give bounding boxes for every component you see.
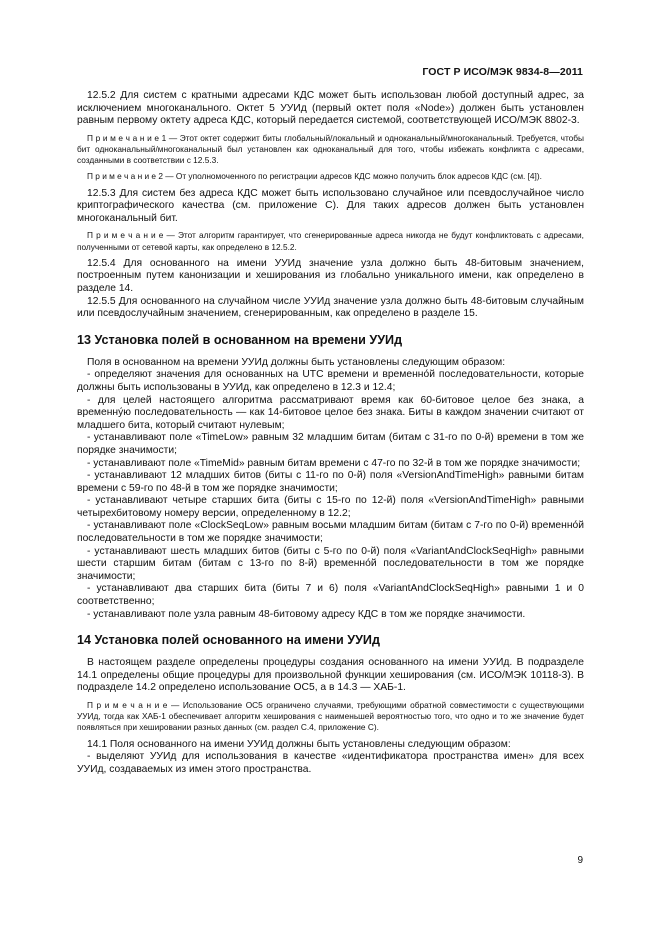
list-item: - устанавливают 12 младших битов (биты с 11-го по 0-й) поля «VersionAndTimeHigh» равными битам времени с 59-го по 48-й в том же порядке значимости; <box>77 470 584 494</box>
list-item: - определяют значения для основанных на UTC времени и временно́й последовательности, которые должны быть использованы в УУИд, как определено в 12.3 и 12.4; <box>77 369 584 393</box>
list-item: - устанавливают поле «ClockSeqLow» равным восьми младшим битам (битам с 7-го по 0-й) временно́й последовательности в том же порядке значимости; <box>77 520 584 545</box>
list-item: - устанавливают поле «TimeMid» равным битам времени с 47-го по 32-й в том же порядке значимости; <box>87 457 581 469</box>
list-item: - устанавливают четыре старших бита (биты с 15-го по 12-й) поля «VersionAndTimeHigh» равными четырехбитовому номеру версии, определенному в 12.2; <box>77 495 584 519</box>
paragraph-12-5-3: 12.5.3 Для систем без адреса КДС может быть использовано случайное или псевдослучайное число криптографического качества (см. приложение С). Для таких адресов должен быть установлен многоканальный бит. <box>77 187 584 224</box>
list-item: - выделяют УУИд для использования в качестве «идентификатора пространства имен» для всех УУИд, создаваемых из имен этого пространства. <box>77 751 584 775</box>
note-1: П р и м е ч а н и е 1 — Этот октет содержит биты глобальный/локальный и одноканальный/многоканальный. Требуется, чтобы бит одноканальный/многоканальный был установлен как одноканальный для того, чтобы избежать конфликта с адресами, созданными в соответствии с 12.5.3. <box>77 132 584 166</box>
paragraph-14-1: 14.1 Поля основанного на имени УУИд должны быть установлены следующим образом: <box>87 738 511 750</box>
list-item: - устанавливают поле «TimeLow» равным 32 младшим битам (битам с 31-го по 0-й) времени в том же порядке значимости; <box>77 432 584 456</box>
note-3: П р и м е ч а н и е — Этот алгоритм гарантирует, что сгенерированные адреса никогда не будут конфликтовать с адресами, полученными от сетевой карты, как определено в 12.5.2. <box>77 230 584 252</box>
note-2: П р и м е ч а н и е 2 — От уполномоченного по регистрации адресов КДС можно получить блок адресов КДС (см. [4]). <box>87 171 542 182</box>
list-item: - устанавливают поле узла равным 48-битовому адресу КДС в том же порядке значимости. <box>87 608 526 620</box>
section-heading-14: 14 Установка полей основанного на имени УУИд <box>77 633 380 648</box>
note-4: П р и м е ч а н и е — Использование ОС5 ограничено случаями, требующими обратной совместимости с существующими УУИд, тогда как ХАБ-1 обеспечивает алгоритм хеширования с наименьшей вероятностью того, что одно и то же значение будет появляться при хешировании разных данных (см. раздел С.4, приложение С). <box>77 700 584 733</box>
page-number: 9 <box>577 855 583 866</box>
section-heading-13: 13 Установка полей в основанном на времени УУИд <box>77 332 403 347</box>
paragraph-14-intro: В настоящем разделе определены процедуры создания основанного на имени УУИд. В подразделе 14.1 определены общие процедуры для произвольной функции хеширования (см. ИСО/МЭК 10118-3). В подразделе 14.2 определено использование ОС5, а в 14.3 — ХАБ-1. <box>77 657 584 694</box>
document-body <box>77 90 584 776</box>
paragraph-12-5-2: 12.5.2 Для систем с кратными адресами КДС может быть использован любой доступный адрес, за исключением многоканального. Октет 5 УУИд (первый октет поля «Node») должен быть установлен равным первому октету адреса КДС, который передается системой, соответствующей ИСО/МЭК 8802-3. <box>77 90 584 127</box>
running-header: ГОСТ Р ИСО/МЭК 9834-8—2011 <box>422 66 583 78</box>
list-item: - устанавливают два старших бита (биты 7 и 6) поля «VariantAndClockSeqHigh» равными 1 и 0 соответственно; <box>77 583 584 608</box>
list-item: - устанавливают шесть младших битов (биты с 5-го по 0-й) поля «VariantAndClockSeqHigh» равными шести старшим битам (битам с 13-го по 8-й) временно́й последовательности в том же порядке значимости; <box>77 545 584 582</box>
list-item: - для целей настоящего алгоритма рассматривают время как 60-битовое целое без знака, а временну́ю последовательность — как 14-битовое целое без знака. Биты в каждом значении считают от младшего бита, который считают нулевым; <box>77 394 584 431</box>
paragraph-13-intro: Поля в основанном на времени УУИд должны быть установлены следующим образом: <box>87 356 506 368</box>
paragraph-12-5-4: 12.5.4 Для основанного на имени УУИд значение узла должно быть 48-битовым значением, построенным путем канонизации и хеширования из глобально уникального имени, как определено в разделе 14. <box>77 257 584 294</box>
paragraph-12-5-5: 12.5.5 Для основанного на случайном числе УУИд значение узла должно быть 48-битовым случайным или псевдослучайным значением, сгенерированным, как определено в разделе 15. <box>77 295 584 320</box>
